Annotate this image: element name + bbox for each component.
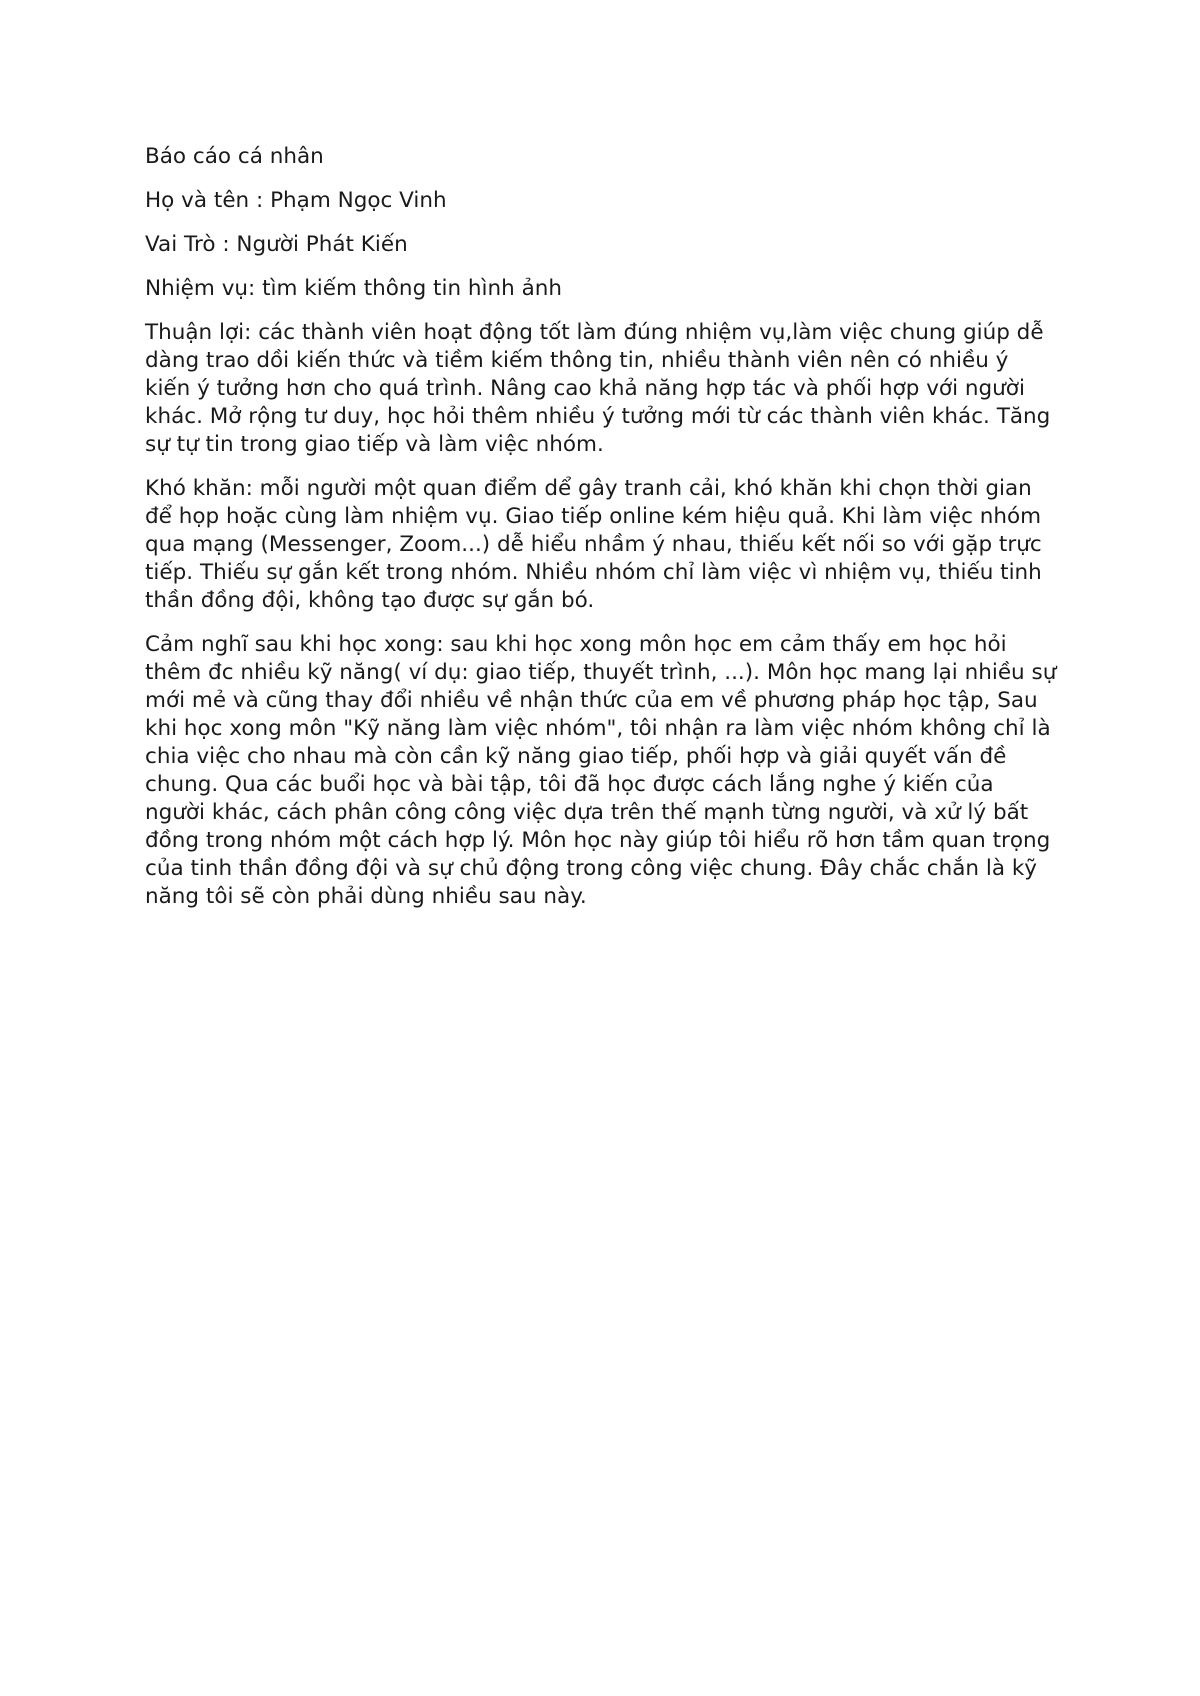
- task-line: Nhiệm vụ: tìm kiếm thông tin hình ảnh: [145, 276, 563, 301]
- advantages-paragraph: Thuận lợi: các thành viên hoạt động tốt làm đúng nhiệm vụ,làm việc chung giúp dễ dàng trao dồi kiến thức và tiềm kiếm thông tin, nhiều thành viên nên có nhiều ý kiến ý tưởng hơn cho quá trình. Nâng cao khả năng hợp tác và phối hợp với người khác. Mở rộng tư duy, học hỏi thêm nhiều ý tưởng mới từ các thành viên khác. Tăng sự tự tin trong giao tiếp và làm việc nhóm.: [145, 320, 1051, 457]
- difficulties-paragraph: Khó khăn: mỗi người một quan điểm dể gây tranh cải, khó khăn khi chọn thời gian để họp hoặc cùng làm nhiệm vụ. Giao tiếp online kém hiệu quả. Khi làm việc nhóm qua mạng (Messenger, Zoom...) dễ hiểu nhầm ý nhau, thiếu kết nối so với gặp trực tiếp. Thiếu sự gắn kết trong nhóm. Nhiều nhóm chỉ làm việc vì nhiệm vụ, thiếu tinh thần đồng đội, không tạo được sự gắn bó.: [145, 476, 1042, 613]
- role-line: Vai Trò : Người Phát Kiến: [145, 232, 408, 257]
- document-title: Báo cáo cá nhân: [145, 144, 324, 169]
- document-body: [145, 143, 1060, 927]
- name-line: Họ và tên : Phạm Ngọc Vinh: [145, 188, 447, 213]
- reflection-paragraph: Cảm nghĩ sau khi học xong: sau khi học xong môn học em cảm thấy em học hỏi thêm đc nhiều kỹ năng( ví dụ: giao tiếp, thuyết trình, ...). Môn học mang lại nhiều sự mới mẻ và cũng thay đổi nhiều về nhận thức của em về phương pháp học tập, Sau khi học xong môn "Kỹ năng làm việc nhóm", tôi nhận ra làm việc nhóm không chỉ là chia việc cho nhau mà còn cần kỹ năng giao tiếp, phối hợp và giải quyết vấn đề chung. Qua các buổi học và bài tập, tôi đã học được cách lắng nghe ý kiến của người khác, cách phân công công việc dựa trên thế mạnh từng người, và xử lý bất đồng trong nhóm một cách hợp lý. Môn học này giúp tôi hiểu rõ hơn tầm quan trọng của tinh thần đồng đội và sự chủ động trong công việc chung. Đây chắc chắn là kỹ năng tôi sẽ còn phải dùng nhiều sau này.: [145, 632, 1057, 909]
